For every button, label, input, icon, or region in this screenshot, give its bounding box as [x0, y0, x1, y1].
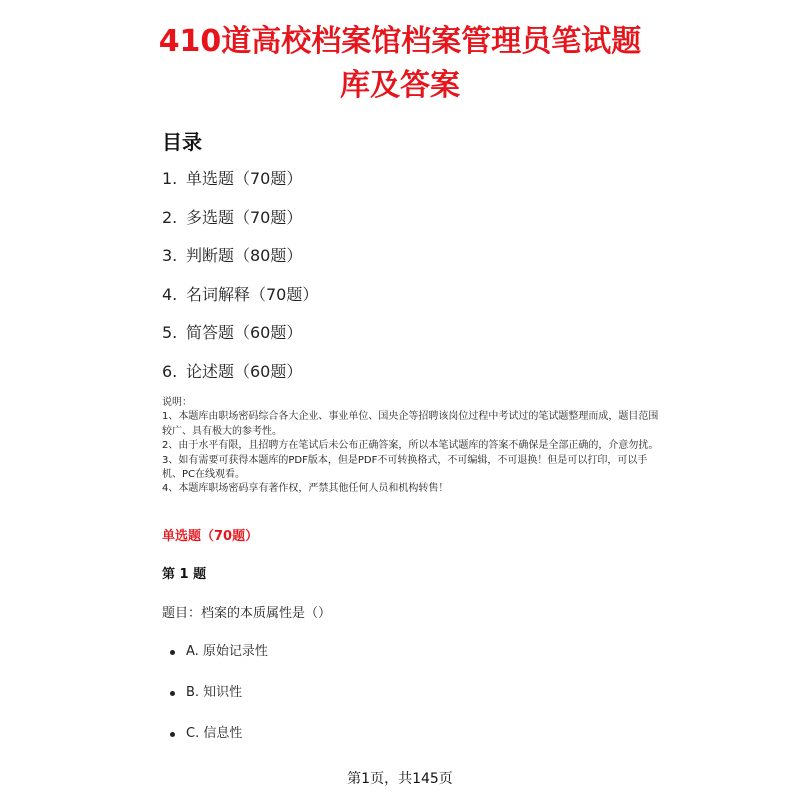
toc-item-number: 1.	[162, 169, 178, 188]
answer-options	[170, 642, 268, 765]
toc-item-label: 名词解释（70题）	[186, 284, 319, 304]
question-number: 第 1 题	[162, 567, 207, 582]
notes-heading: 说明：	[162, 397, 192, 408]
toc-item	[162, 243, 318, 282]
answer-option-label: A. 原始记录性	[186, 644, 268, 659]
notes-line: 1、本题库由职场密码综合各大企业、事业单位、国央企等招聘该岗位过程中考试过的笔试题整理而成，题目范围较广、具有极大的参考性。	[162, 411, 659, 437]
notes-line: 2、由于水平有限，且招聘方在笔试后未公布正确答案，所以本笔试题库的答案不确保是全部正确的，介意勿扰。	[162, 440, 659, 452]
section-title: 单选题（70题）	[162, 529, 259, 544]
bullet-icon	[170, 691, 175, 696]
table-of-contents	[162, 166, 318, 397]
toc-item	[162, 282, 318, 321]
notes-block	[162, 396, 662, 497]
toc-item-label: 论述题（60题）	[186, 361, 303, 381]
toc-item-number: 5.	[162, 323, 178, 342]
notes-line: 4、本题库职场密码享有著作权，严禁其他任何人员和机构转售！	[162, 483, 449, 495]
notes-line: 3、如有需要可获得本题库的PDF版本，但是PDF不可转换格式，不可编辑，不可退换！但是可以打印，可以手机、PC在线观看。	[162, 454, 648, 481]
toc-item-number: 2.	[162, 207, 178, 227]
toc-item	[162, 166, 318, 205]
toc-item-label: 简答题（60题）	[186, 323, 303, 342]
toc-item	[162, 320, 318, 359]
answer-option	[170, 724, 268, 765]
toc-item	[162, 359, 318, 398]
toc-item	[162, 205, 318, 244]
bullet-icon	[170, 732, 175, 737]
toc-item-label: 多选题（70题）	[186, 207, 303, 227]
toc-item-number: 6.	[162, 361, 178, 381]
toc-item-number: 3.	[162, 246, 178, 265]
answer-option	[170, 642, 268, 683]
page-footer: 第1页，共145页	[347, 771, 453, 787]
toc-item-label: 判断题（80题）	[186, 246, 303, 265]
answer-option	[170, 683, 268, 724]
answer-option-label: C. 信息性	[186, 726, 243, 741]
question-text: 题目：档案的本质属性是（）	[162, 606, 332, 621]
toc-item-number: 4.	[162, 284, 178, 304]
document-title-line-1: 410道高校档案馆档案管理员笔试题	[158, 24, 642, 59]
toc-item-label: 单选题（70题）	[186, 169, 303, 188]
bullet-icon	[170, 650, 175, 655]
document-title-line-2: 库及答案	[340, 68, 460, 103]
toc-heading: 目录	[162, 130, 202, 154]
answer-option-label: B. 知识性	[186, 685, 243, 700]
